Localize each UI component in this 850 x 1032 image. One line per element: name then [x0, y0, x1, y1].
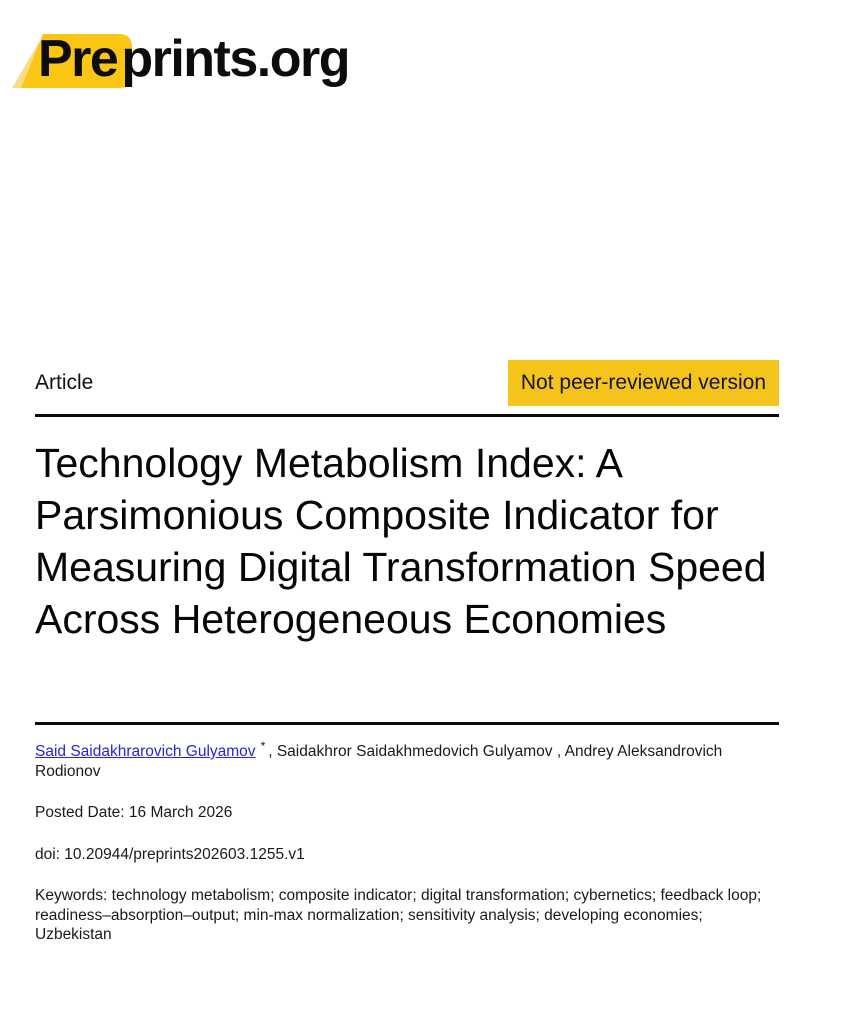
divider-bottom: [35, 722, 779, 725]
coauthors-text: , Saidakhror Saidakhmedovich Gulyamov , Andrey Aleksandrovich Rodionov: [35, 743, 723, 780]
meta-block: [35, 738, 777, 945]
logo-mark: [8, 26, 117, 90]
logo-rest-text: prints.org: [121, 30, 350, 88]
header-row: [35, 360, 779, 406]
preprints-logo: [8, 26, 349, 90]
article-type-label: Article: [35, 371, 94, 394]
authors-line: [35, 738, 761, 781]
author-link[interactable]: Said Saidakhrarovich Gulyamov: [35, 743, 256, 760]
logo-highlight-text: Pre: [38, 30, 118, 88]
doi-line: doi: 10.20944/preprints202603.1255.v1: [35, 845, 305, 863]
posted-date-line: Posted Date: 16 March 2026: [35, 804, 233, 821]
paper-title: Technology Metabolism Index: A Parsimonious Composite Indicator for Measuring Digital Transformation Speed Across Heterogeneous Economies: [35, 440, 767, 642]
divider-top: [35, 414, 779, 417]
keywords-line: Keywords: technology metabolism; composite indicator; digital transformation; cybernetics; feedback loop; readiness–absorption–output; min-max normalization; sensitivity analysis; developing economies; Uzbekistan: [35, 887, 762, 943]
peer-review-status-badge: Not peer-reviewed version: [508, 360, 779, 406]
corresponding-author-asterisk: *: [260, 738, 266, 753]
